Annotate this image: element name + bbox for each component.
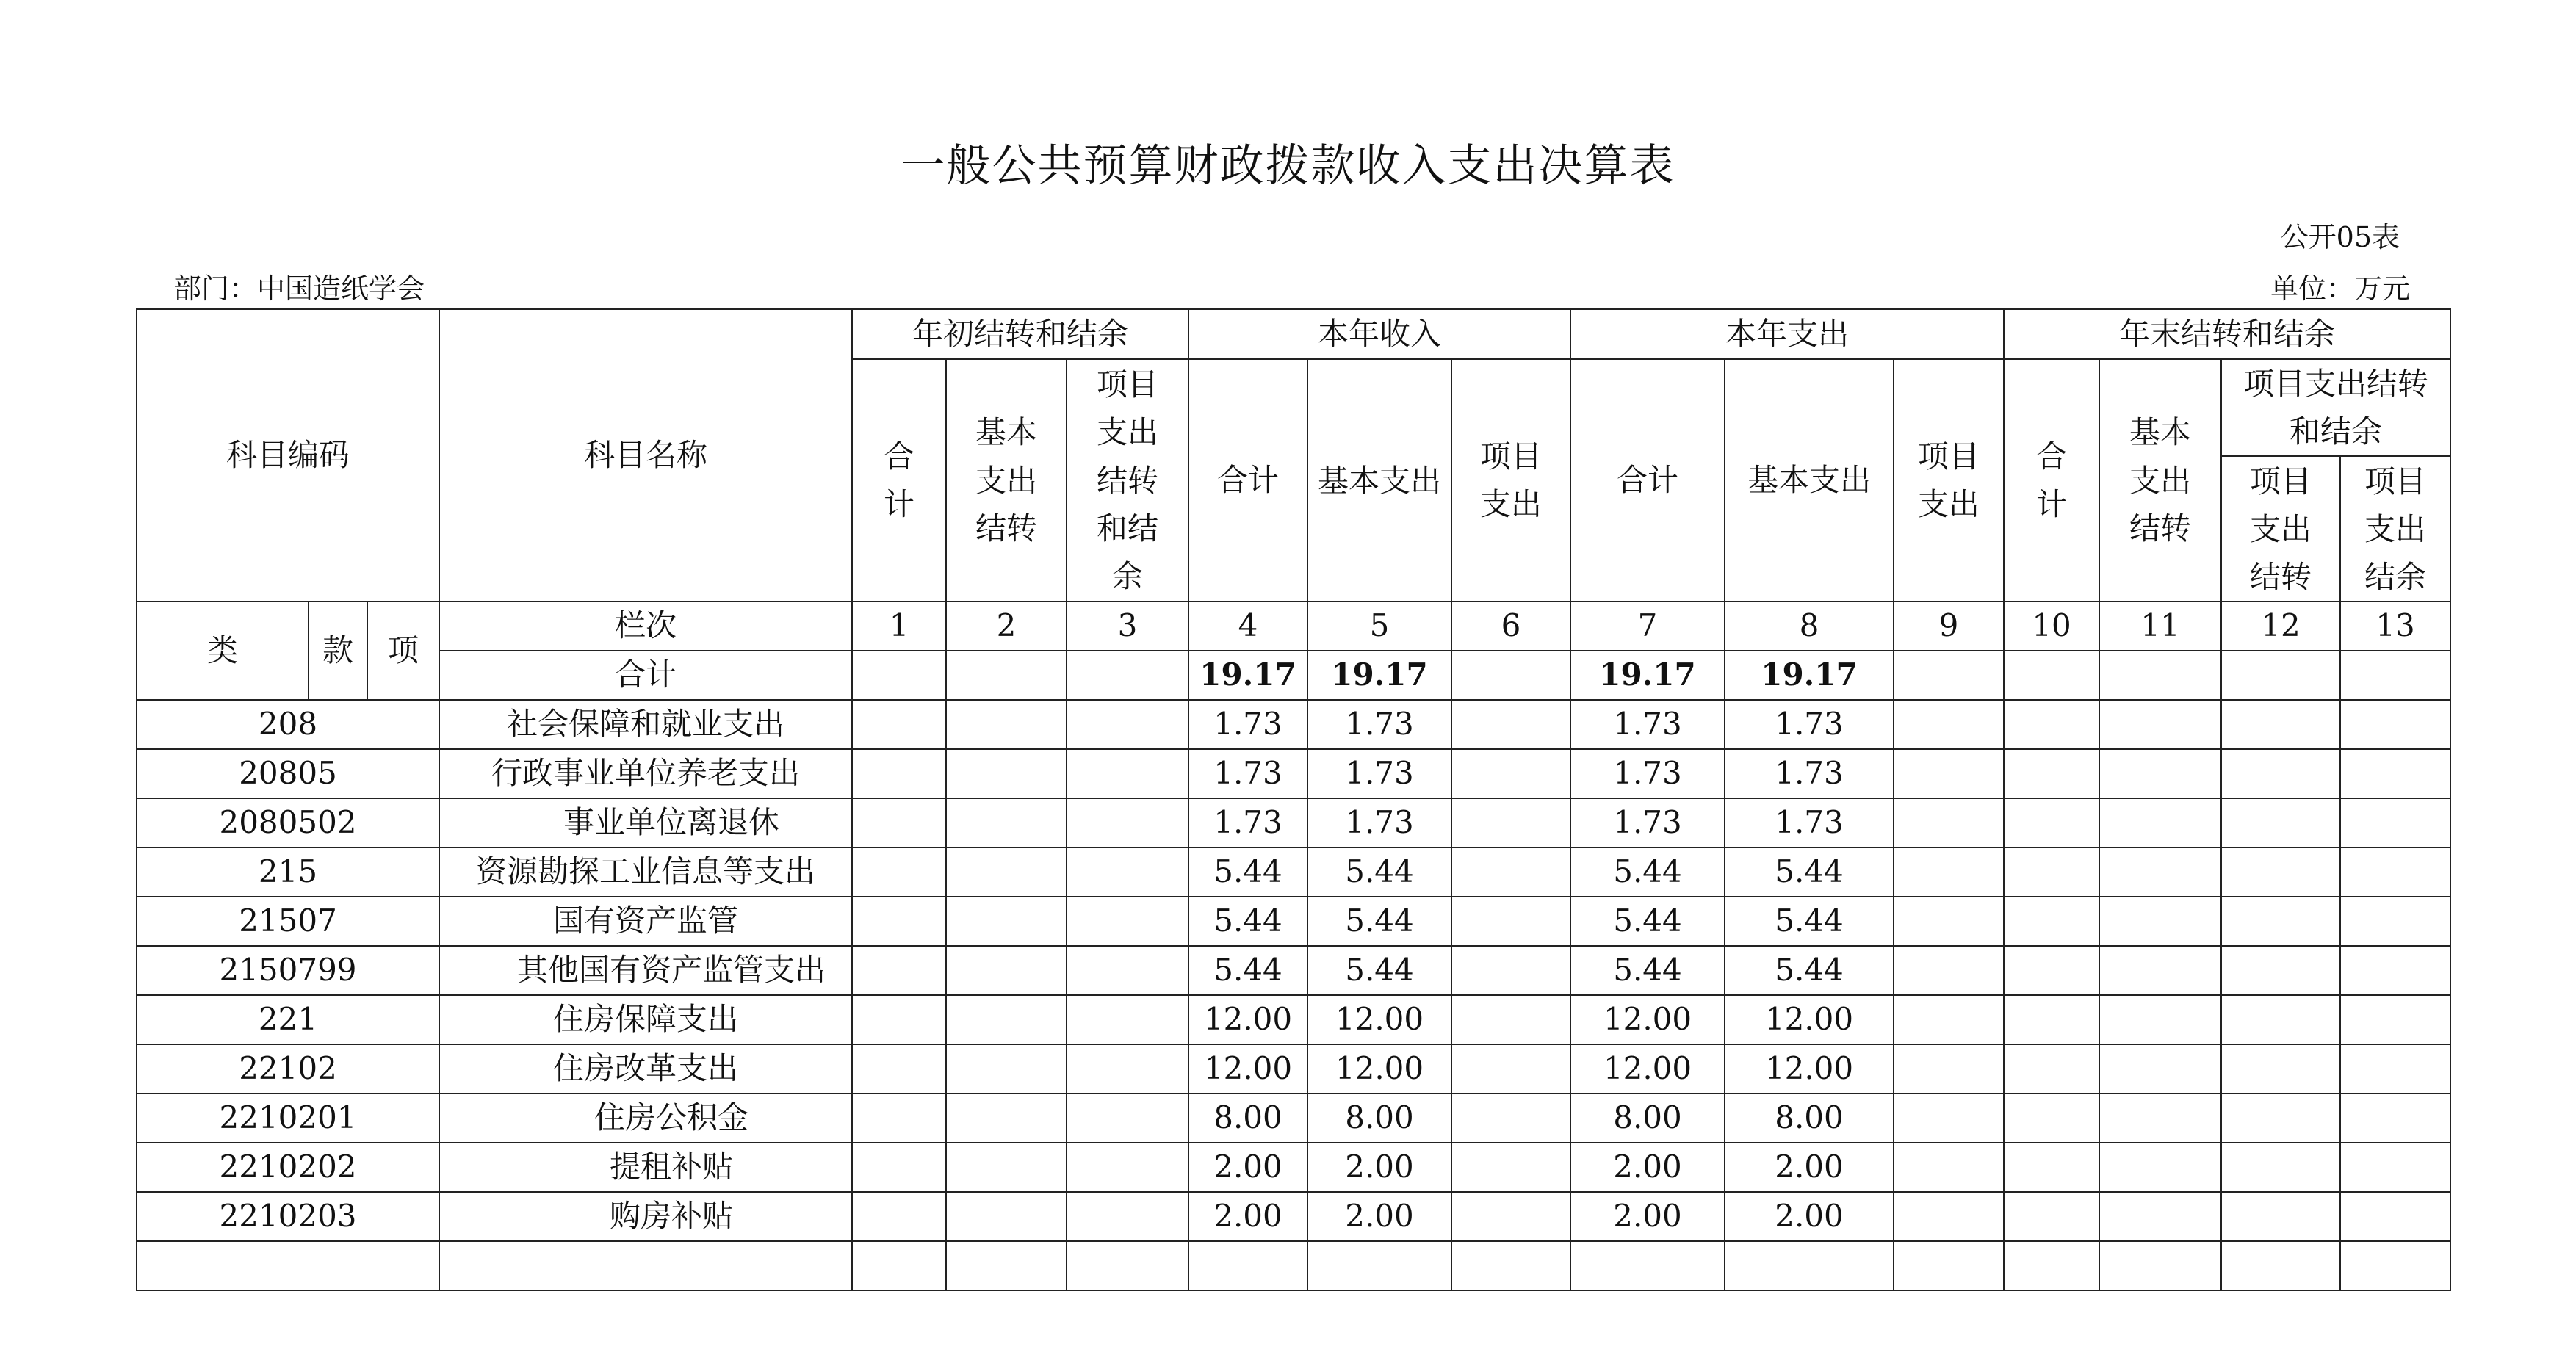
page-title: 一般公共预算财政拨款收入支出决算表 xyxy=(901,140,1675,192)
column-number: 7 xyxy=(1570,601,1725,651)
value-cell xyxy=(2221,1044,2340,1094)
value-cell xyxy=(2099,897,2221,946)
header-income-basic: 基本支出 xyxy=(1307,359,1451,601)
value-cell xyxy=(2221,995,2340,1044)
value-cell xyxy=(1451,700,1570,749)
value-cell xyxy=(2004,1241,2099,1290)
column-number: 4 xyxy=(1188,601,1307,651)
value-cell xyxy=(946,1241,1067,1290)
value-cell xyxy=(1451,798,1570,848)
subject-code-cell: 208 xyxy=(137,700,439,749)
header-end-basic: 基本支出结转 xyxy=(2099,359,2221,601)
value-cell: 8.00 xyxy=(1725,1094,1894,1143)
value-cell xyxy=(2340,749,2450,798)
total-cell xyxy=(1894,651,2004,700)
value-cell xyxy=(1894,1192,2004,1241)
subject-name-cell: 住房公积金 xyxy=(439,1094,852,1143)
total-cell xyxy=(2099,651,2221,700)
value-cell xyxy=(946,1143,1067,1192)
value-cell xyxy=(946,1192,1067,1241)
header-begin-total: 合计 xyxy=(852,359,946,601)
value-cell: 5.44 xyxy=(1725,848,1894,897)
value-cell: 5.44 xyxy=(1188,946,1307,995)
value-cell xyxy=(2340,798,2450,848)
value-cell xyxy=(2340,1094,2450,1143)
value-cell: 2.00 xyxy=(1188,1143,1307,1192)
value-cell xyxy=(852,946,946,995)
header-kuan: 款 xyxy=(309,601,367,700)
column-number: 12 xyxy=(2221,601,2340,651)
value-cell xyxy=(1894,700,2004,749)
value-cell: 1.73 xyxy=(1725,798,1894,848)
value-cell: 12.00 xyxy=(1725,995,1894,1044)
value-cell xyxy=(2004,1143,2099,1192)
form-number: 公开05表 xyxy=(2280,221,2400,253)
value-cell: 5.44 xyxy=(1725,897,1894,946)
total-cell xyxy=(2221,651,2340,700)
value-cell xyxy=(2004,749,2099,798)
total-cell xyxy=(852,651,946,700)
subject-code-cell: 215 xyxy=(137,848,439,897)
value-cell: 1.73 xyxy=(1188,798,1307,848)
value-cell: 1.73 xyxy=(1725,700,1894,749)
header-begin-project: 项目支出结转和结余 xyxy=(1067,359,1188,601)
value-cell xyxy=(1451,1143,1570,1192)
value-cell xyxy=(1067,946,1188,995)
value-cell xyxy=(946,848,1067,897)
value-cell xyxy=(1894,946,2004,995)
value-cell xyxy=(946,897,1067,946)
value-cell: 5.44 xyxy=(1570,897,1725,946)
header-xiang: 项 xyxy=(367,601,439,700)
value-cell: 1.73 xyxy=(1570,798,1725,848)
value-cell: 1.73 xyxy=(1307,700,1451,749)
value-cell xyxy=(1067,848,1188,897)
value-cell xyxy=(1894,1044,2004,1094)
header-group-begin: 年初结转和结余 xyxy=(852,309,1188,359)
value-cell xyxy=(852,700,946,749)
value-cell xyxy=(2099,700,2221,749)
value-cell: 1.73 xyxy=(1307,798,1451,848)
value-cell xyxy=(946,700,1067,749)
value-cell: 2.00 xyxy=(1307,1143,1451,1192)
value-cell xyxy=(2340,1143,2450,1192)
subject-name-cell: 住房改革支出 xyxy=(439,1044,852,1094)
value-cell: 2.00 xyxy=(1307,1192,1451,1241)
subject-code-cell: 2080502 xyxy=(137,798,439,848)
header-group-expense: 本年支出 xyxy=(1570,309,2004,359)
value-cell: 8.00 xyxy=(1188,1094,1307,1143)
table-row xyxy=(137,897,2450,946)
value-cell xyxy=(1067,995,1188,1044)
subject-code-cell: 2210201 xyxy=(137,1094,439,1143)
header-end-total: 合计 xyxy=(2004,359,2099,601)
header-expense-basic: 基本支出 xyxy=(1725,359,1894,601)
subject-code-cell: 2210203 xyxy=(137,1192,439,1241)
value-cell: 5.44 xyxy=(1307,848,1451,897)
value-cell xyxy=(1894,798,2004,848)
table-row xyxy=(137,1192,2450,1241)
column-number: 11 xyxy=(2099,601,2221,651)
value-cell xyxy=(2099,1241,2221,1290)
header-end-project-surplus: 项目支出结余 xyxy=(2340,456,2450,601)
value-cell xyxy=(2099,1044,2221,1094)
value-cell xyxy=(1894,1143,2004,1192)
value-cell xyxy=(2004,848,2099,897)
value-cell: 12.00 xyxy=(1570,1044,1725,1094)
table-row xyxy=(137,1241,2450,1290)
value-cell xyxy=(946,1094,1067,1143)
value-cell xyxy=(1894,995,2004,1044)
table-row xyxy=(137,798,2450,848)
header-begin-basic: 基本支出结转 xyxy=(946,359,1067,601)
value-cell xyxy=(946,798,1067,848)
value-cell xyxy=(1570,1241,1725,1290)
subject-name-cell: 国有资产监管 xyxy=(439,897,852,946)
value-cell xyxy=(2340,946,2450,995)
value-cell xyxy=(2004,700,2099,749)
value-cell xyxy=(1067,1044,1188,1094)
value-cell xyxy=(1451,749,1570,798)
subject-code-cell: 2150799 xyxy=(137,946,439,995)
value-cell xyxy=(2340,897,2450,946)
value-cell xyxy=(2221,798,2340,848)
table-row xyxy=(137,749,2450,798)
subject-code-cell: 2210202 xyxy=(137,1143,439,1192)
value-cell xyxy=(1307,1241,1451,1290)
value-cell xyxy=(1067,1192,1188,1241)
table-row xyxy=(137,995,2450,1044)
header-income-total: 合计 xyxy=(1188,359,1307,601)
value-cell xyxy=(2340,1192,2450,1241)
header-expense-project: 项目支出 xyxy=(1894,359,2004,601)
total-cell xyxy=(1067,651,1188,700)
table-row xyxy=(137,946,2450,995)
header-expense-total: 合计 xyxy=(1570,359,1725,601)
value-cell xyxy=(1894,1241,2004,1290)
value-cell: 1.73 xyxy=(1307,749,1451,798)
value-cell: 1.73 xyxy=(1188,700,1307,749)
subject-code-cell: 21507 xyxy=(137,897,439,946)
value-cell xyxy=(2099,749,2221,798)
value-cell xyxy=(852,897,946,946)
value-cell: 12.00 xyxy=(1307,1044,1451,1094)
value-cell xyxy=(2004,1192,2099,1241)
value-cell: 12.00 xyxy=(1307,995,1451,1044)
total-cell: 19.17 xyxy=(1570,651,1725,700)
value-cell xyxy=(2004,946,2099,995)
header-end-project-carry: 项目支出结转 xyxy=(2221,456,2340,601)
header-lei: 类 xyxy=(137,601,309,700)
total-cell: 19.17 xyxy=(1307,651,1451,700)
total-cell xyxy=(946,651,1067,700)
value-cell: 5.44 xyxy=(1570,848,1725,897)
total-row xyxy=(137,651,2450,700)
value-cell: 1.73 xyxy=(1188,749,1307,798)
value-cell xyxy=(1067,700,1188,749)
value-cell xyxy=(2221,946,2340,995)
value-cell xyxy=(2004,995,2099,1044)
column-index-label: 栏次 xyxy=(439,601,852,651)
value-cell xyxy=(2340,1044,2450,1094)
value-cell: 5.44 xyxy=(1725,946,1894,995)
column-number: 13 xyxy=(2340,601,2450,651)
value-cell: 2.00 xyxy=(1570,1143,1725,1192)
subject-name-cell: 社会保障和就业支出 xyxy=(439,700,852,749)
table-row xyxy=(137,700,2450,749)
value-cell xyxy=(1451,1044,1570,1094)
value-cell xyxy=(1894,848,2004,897)
value-cell xyxy=(2004,1094,2099,1143)
value-cell xyxy=(1067,749,1188,798)
value-cell xyxy=(1067,897,1188,946)
value-cell xyxy=(852,1241,946,1290)
value-cell xyxy=(2099,995,2221,1044)
table-row xyxy=(137,1143,2450,1192)
value-cell: 1.73 xyxy=(1570,700,1725,749)
subject-name-cell: 其他国有资产监管支出 xyxy=(439,946,852,995)
value-cell xyxy=(2099,798,2221,848)
value-cell: 1.73 xyxy=(1570,749,1725,798)
column-number: 6 xyxy=(1451,601,1570,651)
value-cell xyxy=(2221,700,2340,749)
value-cell: 12.00 xyxy=(1188,1044,1307,1094)
column-number: 5 xyxy=(1307,601,1451,651)
value-cell xyxy=(852,1094,946,1143)
value-cell: 2.00 xyxy=(1188,1192,1307,1241)
header-row-1 xyxy=(137,309,2450,359)
value-cell xyxy=(1894,1094,2004,1143)
value-cell xyxy=(1451,897,1570,946)
value-cell xyxy=(2221,1143,2340,1192)
value-cell xyxy=(2221,749,2340,798)
budget-table xyxy=(136,308,2451,1291)
value-cell: 5.44 xyxy=(1188,897,1307,946)
total-cell: 19.17 xyxy=(1188,651,1307,700)
value-cell xyxy=(2221,1192,2340,1241)
value-cell: 2.00 xyxy=(1725,1143,1894,1192)
column-index-row xyxy=(137,601,2450,651)
table-row xyxy=(137,848,2450,897)
value-cell xyxy=(2004,897,2099,946)
value-cell xyxy=(1451,848,1570,897)
value-cell xyxy=(1451,995,1570,1044)
subject-name-cell: 行政事业单位养老支出 xyxy=(439,749,852,798)
value-cell xyxy=(1451,946,1570,995)
value-cell xyxy=(2099,848,2221,897)
value-cell xyxy=(1067,798,1188,848)
column-number: 3 xyxy=(1067,601,1188,651)
subject-name-cell: 住房保障支出 xyxy=(439,995,852,1044)
value-cell xyxy=(1451,1094,1570,1143)
value-cell: 2.00 xyxy=(1725,1192,1894,1241)
value-cell: 5.44 xyxy=(1307,946,1451,995)
table-row xyxy=(137,1094,2450,1143)
value-cell xyxy=(2099,946,2221,995)
total-cell xyxy=(2004,651,2099,700)
total-cell: 19.17 xyxy=(1725,651,1894,700)
value-cell xyxy=(852,749,946,798)
value-cell xyxy=(852,848,946,897)
value-cell xyxy=(2340,995,2450,1044)
value-cell xyxy=(2221,897,2340,946)
value-cell xyxy=(2340,848,2450,897)
header-subject-name: 科目名称 xyxy=(439,309,852,601)
column-number: 10 xyxy=(2004,601,2099,651)
subject-name-cell: 资源勘探工业信息等支出 xyxy=(439,848,852,897)
header-income-project: 项目支出 xyxy=(1451,359,1570,601)
value-cell xyxy=(1067,1143,1188,1192)
value-cell: 5.44 xyxy=(1307,897,1451,946)
subject-name-cell: 购房补贴 xyxy=(439,1192,852,1241)
value-cell xyxy=(2099,1143,2221,1192)
value-cell xyxy=(1725,1241,1894,1290)
value-cell xyxy=(1894,749,2004,798)
value-cell xyxy=(1188,1241,1307,1290)
column-number: 2 xyxy=(946,601,1067,651)
table-row xyxy=(137,1044,2450,1094)
value-cell xyxy=(2099,1094,2221,1143)
value-cell xyxy=(1894,897,2004,946)
value-cell xyxy=(852,995,946,1044)
total-cell xyxy=(2340,651,2450,700)
subject-name-cell: 事业单位离退休 xyxy=(439,798,852,848)
subject-code-cell: 221 xyxy=(137,995,439,1044)
value-cell xyxy=(1451,1241,1570,1290)
subject-code-cell xyxy=(137,1241,439,1290)
value-cell xyxy=(946,1044,1067,1094)
header-group-end: 年末结转和结余 xyxy=(2004,309,2450,359)
value-cell xyxy=(2004,798,2099,848)
column-number: 8 xyxy=(1725,601,1894,651)
department-label: 部门：中国造纸学会 xyxy=(173,272,425,305)
value-cell xyxy=(2099,1192,2221,1241)
value-cell: 2.00 xyxy=(1570,1192,1725,1241)
value-cell: 5.44 xyxy=(1188,848,1307,897)
subject-code-cell: 20805 xyxy=(137,749,439,798)
column-number: 1 xyxy=(852,601,946,651)
subject-name-cell: 提租补贴 xyxy=(439,1143,852,1192)
header-end-project-group: 项目支出结转和结余 xyxy=(2221,359,2450,456)
value-cell xyxy=(852,1143,946,1192)
value-cell: 1.73 xyxy=(1725,749,1894,798)
value-cell xyxy=(2340,700,2450,749)
value-cell xyxy=(852,798,946,848)
subject-code-cell: 22102 xyxy=(137,1044,439,1094)
value-cell xyxy=(2340,1241,2450,1290)
value-cell xyxy=(852,1044,946,1094)
value-cell xyxy=(2004,1044,2099,1094)
total-cell xyxy=(1451,651,1570,700)
value-cell xyxy=(1067,1241,1188,1290)
value-cell xyxy=(2221,848,2340,897)
value-cell: 8.00 xyxy=(1570,1094,1725,1143)
value-cell: 5.44 xyxy=(1570,946,1725,995)
value-cell xyxy=(852,1192,946,1241)
unit-label: 单位：万元 xyxy=(2270,272,2410,305)
value-cell xyxy=(2221,1241,2340,1290)
value-cell: 12.00 xyxy=(1570,995,1725,1044)
value-cell xyxy=(946,946,1067,995)
column-number: 9 xyxy=(1894,601,2004,651)
value-cell xyxy=(946,749,1067,798)
header-subject-code: 科目编码 xyxy=(137,309,439,601)
value-cell xyxy=(2221,1094,2340,1143)
value-cell xyxy=(1067,1094,1188,1143)
total-row-label: 合计 xyxy=(439,651,852,700)
value-cell xyxy=(946,995,1067,1044)
value-cell xyxy=(1451,1192,1570,1241)
header-group-income: 本年收入 xyxy=(1188,309,1570,359)
subject-name-cell xyxy=(439,1241,852,1290)
value-cell: 12.00 xyxy=(1725,1044,1894,1094)
value-cell: 8.00 xyxy=(1307,1094,1451,1143)
value-cell: 12.00 xyxy=(1188,995,1307,1044)
